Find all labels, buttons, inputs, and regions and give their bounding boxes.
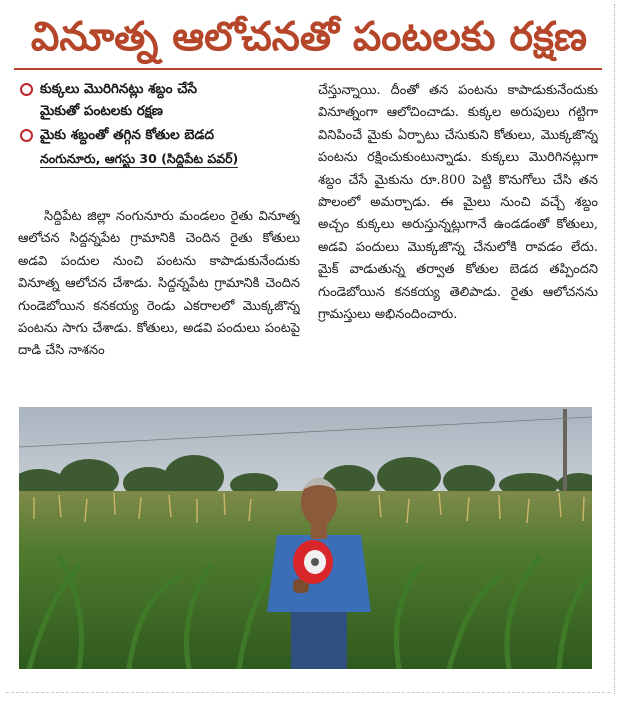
bullet-icon xyxy=(20,129,33,142)
headline: వినూత్న ఆలోచనతో పంటలకు రక్షణ xyxy=(30,14,588,60)
body-text-left: సిద్దిపేట జిల్లా నంగునూరు మండలం రైతు వినూత్న ఆలోచన సిద్దన్నపేట గ్రామానికి చెందిన రైతు కోతులు అడవి పందుల నుంచి పంటను కాపాడుకునేందుకు వినూత్న ఆలోచన చేశాడు. సిద్దన్నపేట గ్రామానికి చెందిన గుండెబోయిన కనకయ్య రెండు ఎకరాలలో మొక్కజొన్న పంటను సాగు చేశాడు. కోతులు, అడవి పందులు పంటపై దాడి చేసి నాశనం xyxy=(18,209,300,359)
body-column-left xyxy=(18,206,300,402)
bottom-rule xyxy=(6,692,610,693)
dateline xyxy=(18,148,294,170)
bullet-icon xyxy=(20,83,33,96)
subheadline-2 xyxy=(18,124,294,146)
headline-rule xyxy=(14,68,602,70)
farmer-trousers xyxy=(291,607,347,669)
subheadline-2-text: మైకు శబ్దంతో తగ్గిన కోతుల బెడద xyxy=(40,127,214,143)
dateline-text: నంగునూరు, ఆగస్టు 30 (సిద్దిపేట పవర్) xyxy=(40,151,239,166)
farmer-photo xyxy=(19,407,592,669)
body-text-right: చేస్తున్నాయి. దీంతో తన పంటను కాపాడుకునేందుకు వినూత్నంగా ఆలోచించాడు. కుక్కల అరుపులు గట్టిగా వినిపించే మైకు ఏర్పాటు చేసుకుని కోతులు, మొక్కజొన్న పంటను రక్షించుకుంటున్నాడు. కుక్కలు మొరిగినట్లుగా శబ్దం చేసే మైకును రూ.800 పెట్టి కొనుగోలు చేసి తన పొలంలో అమర్చాడు. ఈ మైలు నుంచి వచ్చే శబ్దం అచ్చం కుక్కలు అరుస్తున్నట్లుగానే ఉండడంతో కోతులు, అడవి పందులు మొక్కజొన్న చేనులోకి రావడం లేదు. మైక్ వాడుతున్న తర్వాత కోతుల బెడద తప్పిందని గుండెబోయిన కనకయ్య తెలిపాడు. రైతు ఆలోచనను గ్రామస్తులు అభినందించారు. xyxy=(318,83,598,323)
subheadline-1-line-1: కుక్కలు మొరిగినట్లు శబ్దం చేసే xyxy=(40,81,197,97)
subheadline-1 xyxy=(18,78,294,122)
subheadline-1-line-2: మైకుతో పంటలకు రక్షణ xyxy=(40,103,163,119)
subheadlines xyxy=(18,78,294,170)
body-column-right xyxy=(318,80,598,400)
